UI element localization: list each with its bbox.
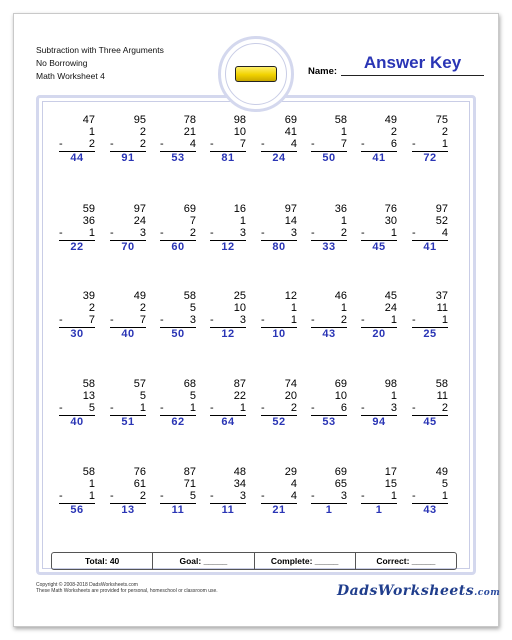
subtrahend-2: 7 — [340, 138, 347, 150]
answer: 43 — [322, 328, 336, 340]
minuend: 49 — [435, 466, 448, 478]
subtrahend-2: 2 — [88, 138, 95, 150]
subtrahend-2: 1 — [390, 314, 397, 326]
problem-33 — [59, 466, 95, 517]
minus-sign: - — [110, 227, 114, 239]
minuend: 58 — [183, 290, 196, 302]
answer-key-label: Answer Key — [363, 53, 462, 72]
answer: 45 — [372, 241, 386, 253]
subtrahend-2: 7 — [88, 314, 95, 326]
subtrahend-2: 7 — [139, 314, 146, 326]
minuend: 47 — [82, 114, 95, 126]
subtrahend-1: 1 — [340, 126, 347, 138]
problem-2 — [110, 114, 146, 165]
total-count: Total: 40 — [52, 553, 153, 569]
problem-29 — [261, 378, 297, 429]
minuend: 68 — [183, 378, 196, 390]
subtrahend-1: 5 — [189, 390, 196, 402]
answer: 53 — [171, 152, 185, 164]
problem-30 — [311, 378, 347, 429]
subtrahend-1: 1 — [88, 478, 95, 490]
minus-sign: - — [160, 138, 164, 150]
subtrahend-1: 1 — [340, 302, 347, 314]
subtrahend-1: 10 — [334, 390, 347, 402]
pencil-icon — [235, 66, 277, 82]
answer: 1 — [375, 504, 383, 516]
minus-sign: - — [59, 490, 63, 502]
answer: 53 — [322, 416, 336, 428]
minus-sign: - — [210, 402, 214, 414]
problems-frame — [36, 95, 476, 575]
subtrahend-1: 13 — [82, 390, 95, 402]
problem-11 — [160, 203, 196, 254]
subtrahend-2: 2 — [189, 227, 196, 239]
subtrahend-1: 11 — [436, 302, 448, 314]
problem-10 — [110, 203, 146, 254]
subtrahend-2: 4 — [290, 138, 297, 150]
subtrahend-1: 22 — [233, 390, 246, 402]
site-logo — [337, 583, 500, 599]
minus-sign: - — [160, 314, 164, 326]
answer: 25 — [423, 328, 437, 340]
minus-sign: - — [412, 402, 416, 414]
problem-4 — [210, 114, 246, 165]
problem-32 — [412, 378, 448, 429]
subtrahend-2: 2 — [290, 402, 297, 414]
subtrahend-2: 1 — [441, 490, 448, 502]
answer: 10 — [272, 328, 286, 340]
minuend: 97 — [284, 203, 297, 215]
subtrahend-2: 3 — [139, 227, 146, 239]
minuend: 74 — [284, 378, 297, 390]
problem-18 — [110, 290, 146, 341]
problem-17 — [59, 290, 95, 341]
answer: 11 — [221, 504, 235, 516]
subtrahend-2: 1 — [189, 402, 196, 414]
problem-13 — [261, 203, 297, 254]
problem-36 — [210, 466, 246, 517]
answer: 50 — [171, 328, 185, 340]
problem-14 — [311, 203, 347, 254]
subtrahend-2: 3 — [189, 314, 196, 326]
subtrahend-1: 5 — [189, 302, 196, 314]
minuend: 69 — [284, 114, 297, 126]
answer: 13 — [121, 504, 135, 516]
problem-16 — [412, 203, 448, 254]
logo-suffix: .com — [474, 588, 501, 598]
minus-sign: - — [210, 227, 214, 239]
subtrahend-1: 1 — [390, 390, 397, 402]
answer: 45 — [423, 416, 437, 428]
minus-sign: - — [59, 314, 63, 326]
subtrahend-1: 14 — [284, 215, 297, 227]
problem-1 — [59, 114, 95, 165]
subtrahend-2: 3 — [239, 314, 246, 326]
minuend: 58 — [334, 114, 347, 126]
minus-sign: - — [160, 227, 164, 239]
subtrahend-1: 2 — [139, 302, 146, 314]
problem-26 — [110, 378, 146, 429]
problem-9 — [59, 203, 95, 254]
subtrahend-1: 71 — [183, 478, 196, 490]
subtrahend-2: 1 — [390, 490, 397, 502]
problem-8 — [412, 114, 448, 165]
subtrahend-2: 1 — [88, 490, 95, 502]
pencil-badge — [218, 36, 294, 112]
subtrahend-2: 4 — [290, 490, 297, 502]
subtrahend-1: 21 — [183, 126, 196, 138]
answer: 50 — [322, 152, 336, 164]
minus-sign: - — [311, 490, 315, 502]
subtrahend-2: 7 — [239, 138, 246, 150]
minuend: 59 — [82, 203, 95, 215]
answer: 94 — [372, 416, 386, 428]
subtrahend-1: 24 — [133, 215, 146, 227]
minuend: 98 — [233, 114, 246, 126]
minus-sign: - — [412, 138, 416, 150]
usage-note: These Math Worksheets are provided for personal, homeschool or classroom use. — [36, 588, 218, 594]
subtrahend-1: 10 — [233, 302, 246, 314]
subtrahend-2: 1 — [88, 227, 95, 239]
answer: 12 — [221, 328, 235, 340]
subtrahend-2: 2 — [441, 402, 448, 414]
subtrahend-1: 1 — [88, 126, 95, 138]
subtrahend-2: 1 — [290, 314, 297, 326]
problem-28 — [210, 378, 246, 429]
minus-sign: - — [160, 402, 164, 414]
subtrahend-2: 3 — [239, 227, 246, 239]
subtrahend-1: 2 — [441, 126, 448, 138]
minuend: 48 — [233, 466, 246, 478]
answer: 20 — [372, 328, 386, 340]
minus-sign: - — [361, 402, 365, 414]
worksheet-title: Subtraction with Three Arguments — [36, 45, 164, 55]
minuend: 25 — [233, 290, 246, 302]
subtrahend-1: 2 — [139, 126, 146, 138]
problem-19 — [160, 290, 196, 341]
minus-sign: - — [261, 402, 265, 414]
minuend: 16 — [233, 203, 246, 215]
subtrahend-1: 11 — [436, 390, 448, 402]
answer: 56 — [70, 504, 84, 516]
minus-sign: - — [261, 314, 265, 326]
problem-31 — [361, 378, 397, 429]
minuend: 58 — [82, 466, 95, 478]
minuend: 45 — [384, 290, 397, 302]
minuend: 76 — [133, 466, 146, 478]
minuend: 57 — [133, 378, 146, 390]
minus-sign: - — [110, 490, 114, 502]
minuend: 97 — [435, 203, 448, 215]
minuend: 75 — [435, 114, 448, 126]
problem-39 — [361, 466, 397, 517]
problem-21 — [261, 290, 297, 341]
minuend: 49 — [133, 290, 146, 302]
subtrahend-2: 3 — [390, 402, 397, 414]
problem-40 — [412, 466, 448, 517]
problem-37 — [261, 466, 297, 517]
minuend: 12 — [284, 290, 297, 302]
subtrahend-1: 20 — [284, 390, 297, 402]
minus-sign: - — [110, 402, 114, 414]
minus-sign: - — [361, 138, 365, 150]
minus-sign: - — [361, 314, 365, 326]
subtrahend-1: 52 — [435, 215, 448, 227]
subtrahend-1: 65 — [334, 478, 347, 490]
minus-sign: - — [261, 138, 265, 150]
logo-rest: Worksheets — [377, 583, 475, 599]
minuend: 78 — [183, 114, 196, 126]
subtrahend-1: 36 — [82, 215, 95, 227]
subtrahend-2: 1 — [139, 402, 146, 414]
subtrahend-1: 1 — [340, 215, 347, 227]
subtrahend-1: 7 — [189, 215, 196, 227]
subtrahend-1: 30 — [384, 215, 397, 227]
subtrahend-2: 2 — [139, 138, 146, 150]
problem-5 — [261, 114, 297, 165]
minus-sign: - — [311, 138, 315, 150]
minus-sign: - — [210, 314, 214, 326]
subtrahend-1: 10 — [233, 126, 246, 138]
minus-sign: - — [261, 227, 265, 239]
minus-sign: - — [311, 227, 315, 239]
subtrahend-1: 15 — [384, 478, 397, 490]
worksheet-subtitle: No Borrowing — [36, 58, 88, 68]
answer: 41 — [423, 241, 437, 253]
answer: 80 — [272, 241, 286, 253]
subtrahend-2: 5 — [88, 402, 95, 414]
minuend: 76 — [384, 203, 397, 215]
minus-sign: - — [311, 314, 315, 326]
minuend: 39 — [82, 290, 95, 302]
summary-bar — [51, 552, 457, 570]
correct-field: Correct: _____ — [376, 556, 436, 566]
subtrahend-2: 2 — [139, 490, 146, 502]
name-line — [341, 75, 484, 76]
minus-sign: - — [311, 402, 315, 414]
minus-sign: - — [110, 314, 114, 326]
answer: 60 — [171, 241, 185, 253]
problem-3 — [160, 114, 196, 165]
minus-sign: - — [361, 227, 365, 239]
worksheet-number: Math Worksheet 4 — [36, 71, 105, 81]
subtrahend-1: 4 — [290, 478, 297, 490]
answer: 51 — [121, 416, 135, 428]
answer: 40 — [121, 328, 135, 340]
answer: 70 — [121, 241, 135, 253]
subtrahend-1: 41 — [284, 126, 297, 138]
minus-sign: - — [59, 402, 63, 414]
answer: 62 — [171, 416, 185, 428]
minuend: 49 — [384, 114, 397, 126]
answer: 1 — [325, 504, 333, 516]
answer: 40 — [70, 416, 84, 428]
minus-sign: - — [160, 490, 164, 502]
minuend: 98 — [384, 378, 397, 390]
minus-sign: - — [412, 490, 416, 502]
minus-sign: - — [110, 138, 114, 150]
minuend: 87 — [233, 378, 246, 390]
minus-sign: - — [412, 227, 416, 239]
minuend: 17 — [384, 466, 397, 478]
problem-25 — [59, 378, 95, 429]
answer: 33 — [322, 241, 336, 253]
logo-main: Dads — [337, 583, 378, 599]
minus-sign: - — [210, 490, 214, 502]
problem-7 — [361, 114, 397, 165]
subtrahend-2: 2 — [340, 314, 347, 326]
minuend: 97 — [133, 203, 146, 215]
minuend: 58 — [435, 378, 448, 390]
answer: 41 — [372, 152, 386, 164]
subtrahend-2: 1 — [390, 227, 397, 239]
subtrahend-1: 5 — [441, 478, 448, 490]
problem-23 — [361, 290, 397, 341]
subtrahend-2: 6 — [340, 402, 347, 414]
subtrahend-2: 4 — [441, 227, 448, 239]
answer: 11 — [171, 504, 185, 516]
subtrahend-2: 1 — [239, 402, 246, 414]
answer: 72 — [423, 152, 437, 164]
minuend: 95 — [133, 114, 146, 126]
minus-sign: - — [261, 490, 265, 502]
answer: 30 — [70, 328, 84, 340]
subtrahend-2: 6 — [390, 138, 397, 150]
problem-27 — [160, 378, 196, 429]
subtrahend-1: 61 — [133, 478, 146, 490]
minus-sign: - — [59, 138, 63, 150]
answer: 44 — [70, 152, 84, 164]
problem-24 — [412, 290, 448, 341]
answer: 43 — [423, 504, 437, 516]
problem-22 — [311, 290, 347, 341]
minuend: 87 — [183, 466, 196, 478]
subtrahend-1: 2 — [390, 126, 397, 138]
problem-6 — [311, 114, 347, 165]
subtrahend-2: 1 — [441, 314, 448, 326]
minus-sign: - — [412, 314, 416, 326]
subtrahend-2: 3 — [239, 490, 246, 502]
minuend: 36 — [334, 203, 347, 215]
problem-15 — [361, 203, 397, 254]
minuend: 37 — [435, 290, 448, 302]
answer: 22 — [70, 241, 84, 253]
minuend: 69 — [334, 466, 347, 478]
minuend: 58 — [82, 378, 95, 390]
answer: 21 — [272, 504, 286, 516]
subtrahend-2: 1 — [441, 138, 448, 150]
subtrahend-1: 2 — [88, 302, 95, 314]
answer: 12 — [221, 241, 235, 253]
subtrahend-1: 5 — [139, 390, 146, 402]
problem-12 — [210, 203, 246, 254]
minuend: 46 — [334, 290, 347, 302]
answer: 52 — [272, 416, 286, 428]
minuend: 29 — [284, 466, 297, 478]
answer: 24 — [272, 152, 286, 164]
minuend: 69 — [183, 203, 196, 215]
subtrahend-2: 3 — [290, 227, 297, 239]
answer: 81 — [221, 152, 235, 164]
subtrahend-2: 5 — [189, 490, 196, 502]
subtrahend-1: 34 — [233, 478, 246, 490]
subtrahend-1: 24 — [384, 302, 397, 314]
subtrahend-2: 2 — [340, 227, 347, 239]
subtrahend-2: 4 — [189, 138, 196, 150]
minuend: 69 — [334, 378, 347, 390]
subtrahend-2: 3 — [340, 490, 347, 502]
answer: 91 — [121, 152, 135, 164]
problem-34 — [110, 466, 146, 517]
minus-sign: - — [59, 227, 63, 239]
minus-sign: - — [210, 138, 214, 150]
footer-copyright — [36, 582, 218, 594]
problem-38 — [311, 466, 347, 517]
complete-field: Complete: _____ — [255, 553, 356, 569]
minus-sign: - — [361, 490, 365, 502]
worksheet-title-block — [36, 44, 164, 83]
problem-35 — [160, 466, 196, 517]
subtrahend-1: 1 — [290, 302, 297, 314]
goal-field: Goal: _____ — [153, 553, 254, 569]
copyright-text: Copyright © 2008-2018 DadsWorksheets.com — [36, 582, 138, 588]
name-label: Name: — [308, 66, 338, 77]
answer: 64 — [221, 416, 235, 428]
subtrahend-1: 1 — [239, 215, 246, 227]
problem-20 — [210, 290, 246, 341]
